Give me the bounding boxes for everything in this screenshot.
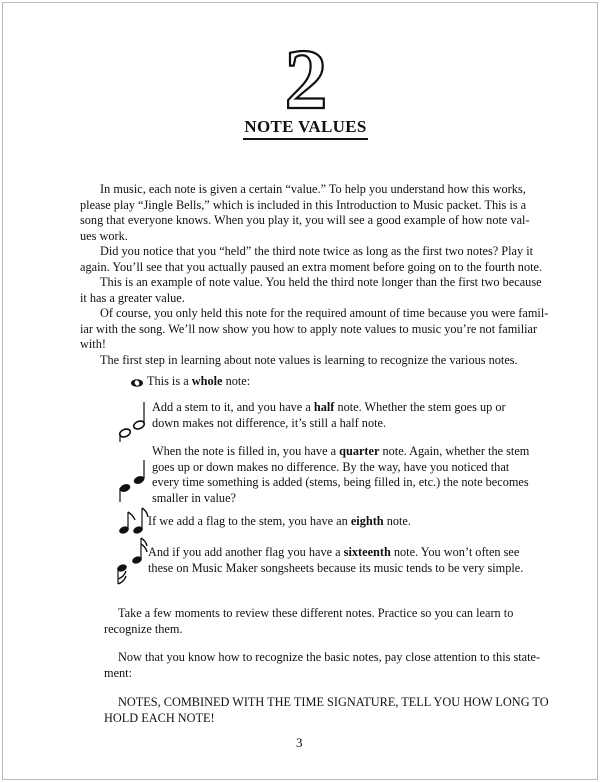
basic-text (104, 650, 568, 681)
emphasis-l1: NOTES, COMBINED WITH THE TIME SIGNATURE, TELL YOU HOW LONG TO (118, 695, 549, 709)
quarter-note-icon (115, 460, 155, 504)
quarter-l4: smaller in value? (152, 490, 236, 505)
eighth-after: note. (383, 514, 411, 528)
review-l1: Take a few moments to review these different notes. Practice so you can learn to (118, 606, 514, 620)
emphasis-text (104, 695, 568, 726)
eighth-note-text (148, 514, 411, 530)
whole-note-icon (130, 378, 144, 388)
sixteenth-note-text (148, 545, 523, 576)
half-bold: half (313, 400, 335, 414)
whole-note-text (147, 374, 250, 390)
quarter-l2: goes up or down makes no difference. By the way, have you noticed that (152, 459, 510, 474)
review-text (104, 606, 568, 637)
sixteenth-l1 (148, 545, 523, 561)
sixteenth-l1-after: note. You won’t often see (390, 545, 520, 559)
sixteenth-l1-before: And if you add another flag you have a (148, 545, 344, 559)
quarter-l1-before: When the note is filled in, you have a (152, 444, 340, 458)
intro-p1-l4: ues work. (80, 228, 128, 243)
intro-p4-l1: Of course, you only held this note for the required amount of time because you were famil- (100, 306, 549, 320)
chapter-number (266, 42, 346, 114)
quarter-l1-after: note. Again, whether the stem (379, 444, 530, 458)
intro-p1-l1: In music, each note is given a certain “value.” To help you understand how this works, (100, 182, 526, 196)
half-note-text (152, 400, 506, 431)
eighth-note-icon (115, 508, 151, 536)
emphasis-l2: HOLD EACH NOTE! (104, 710, 215, 725)
quarter-note-text (152, 444, 529, 506)
intro-text (80, 182, 556, 368)
chapter-title: NOTE VALUES (243, 117, 368, 140)
review-l2: recognize them. (104, 621, 183, 636)
quarter-l1 (152, 444, 529, 460)
sixteenth-l2: these on Music Maker songsheets because its music tends to be very simple. (148, 560, 524, 575)
whole-after: note: (222, 374, 251, 388)
basic-l1: Now that you know how to recognize the basic notes, pay close attention to this state- (118, 650, 541, 664)
quarter-bold: quarter (339, 444, 380, 458)
half-l1-before: Add a stem to it, and you have a (152, 400, 314, 414)
whole-before: This is a (147, 374, 192, 388)
sixteenth-note-icon (113, 538, 151, 586)
half-note-icon (115, 402, 155, 442)
whole-bold: whole (191, 374, 223, 388)
intro-p1-l3: song that everyone knows. When you play it, you will see a good example of how note val- (80, 213, 530, 227)
intro-p3-l1: This is an example of note value. You held the third note longer than the first two because (100, 275, 542, 289)
eighth-before: If we add a flag to the stem, you have an (148, 514, 351, 528)
intro-p4-l3: with! (80, 337, 106, 351)
page-number: 3 (296, 735, 303, 750)
intro-p3-l2: it has a greater value. (80, 290, 185, 305)
intro-p5-l1: The first step in learning about note values is learning to recognize the various notes. (100, 352, 518, 367)
quarter-l3: every time something is added (stems, being filled in, etc.) the note becomes (152, 475, 529, 489)
sixteenth-bold: sixteenth (343, 545, 391, 559)
chapter-number-text: 2 (284, 42, 328, 114)
intro-p2-l1: Did you notice that you “held” the third note twice as long as the first two notes? Play it (100, 244, 534, 258)
intro-p4-l2: iar with the song. We’ll now show you how to apply note values to music you’re not familiar (80, 321, 538, 336)
basic-l2: ment: (104, 665, 133, 680)
half-l1 (152, 400, 506, 416)
intro-p1-l2: please play “Jingle Bells,” which is included in this Introduction to Music packet. This is a (80, 197, 527, 212)
eighth-bold: eighth (350, 514, 384, 528)
intro-p2-l2: again. You’ll see that you actually paused an extra moment before going on to the fourth note. (80, 259, 543, 274)
half-l1-after: note. Whether the stem goes up or (334, 400, 506, 414)
half-l2: down makes not difference, it’s still a half note. (152, 415, 387, 430)
